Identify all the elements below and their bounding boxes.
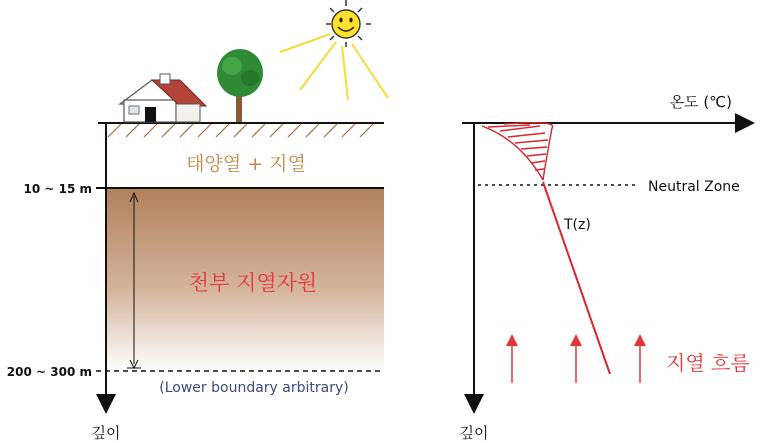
geothermal-flow-label: 지열 흐름 (666, 351, 750, 375)
sun-icon (326, 0, 371, 47)
tree-icon (217, 49, 263, 122)
heat-flow-arrows (512, 340, 640, 383)
temperature-profile-label: T(z) (564, 217, 591, 233)
left-depth-axis-label: 깊이 (91, 424, 121, 442)
seasonal-temperature-envelope (482, 123, 553, 180)
surface-heat-label: 태양열 + 지열 (186, 153, 306, 175)
right-depth-axis-label: 깊이 (459, 424, 489, 442)
depth-bottom-label: 200 ~ 300 m (6, 365, 92, 379)
ground-hatching (108, 124, 373, 137)
depth-top-label: 10 ~ 15 m (23, 182, 92, 196)
house-icon (120, 74, 206, 122)
temperature-axis-label: 온도 (℃) (669, 93, 732, 111)
sun-beams (280, 34, 388, 100)
lower-boundary-label: (Lower boundary arbitrary) (159, 380, 349, 396)
neutral-zone-label: Neutral Zone (648, 179, 740, 195)
shallow-resource-label: 천부 지열자원 (188, 271, 318, 295)
